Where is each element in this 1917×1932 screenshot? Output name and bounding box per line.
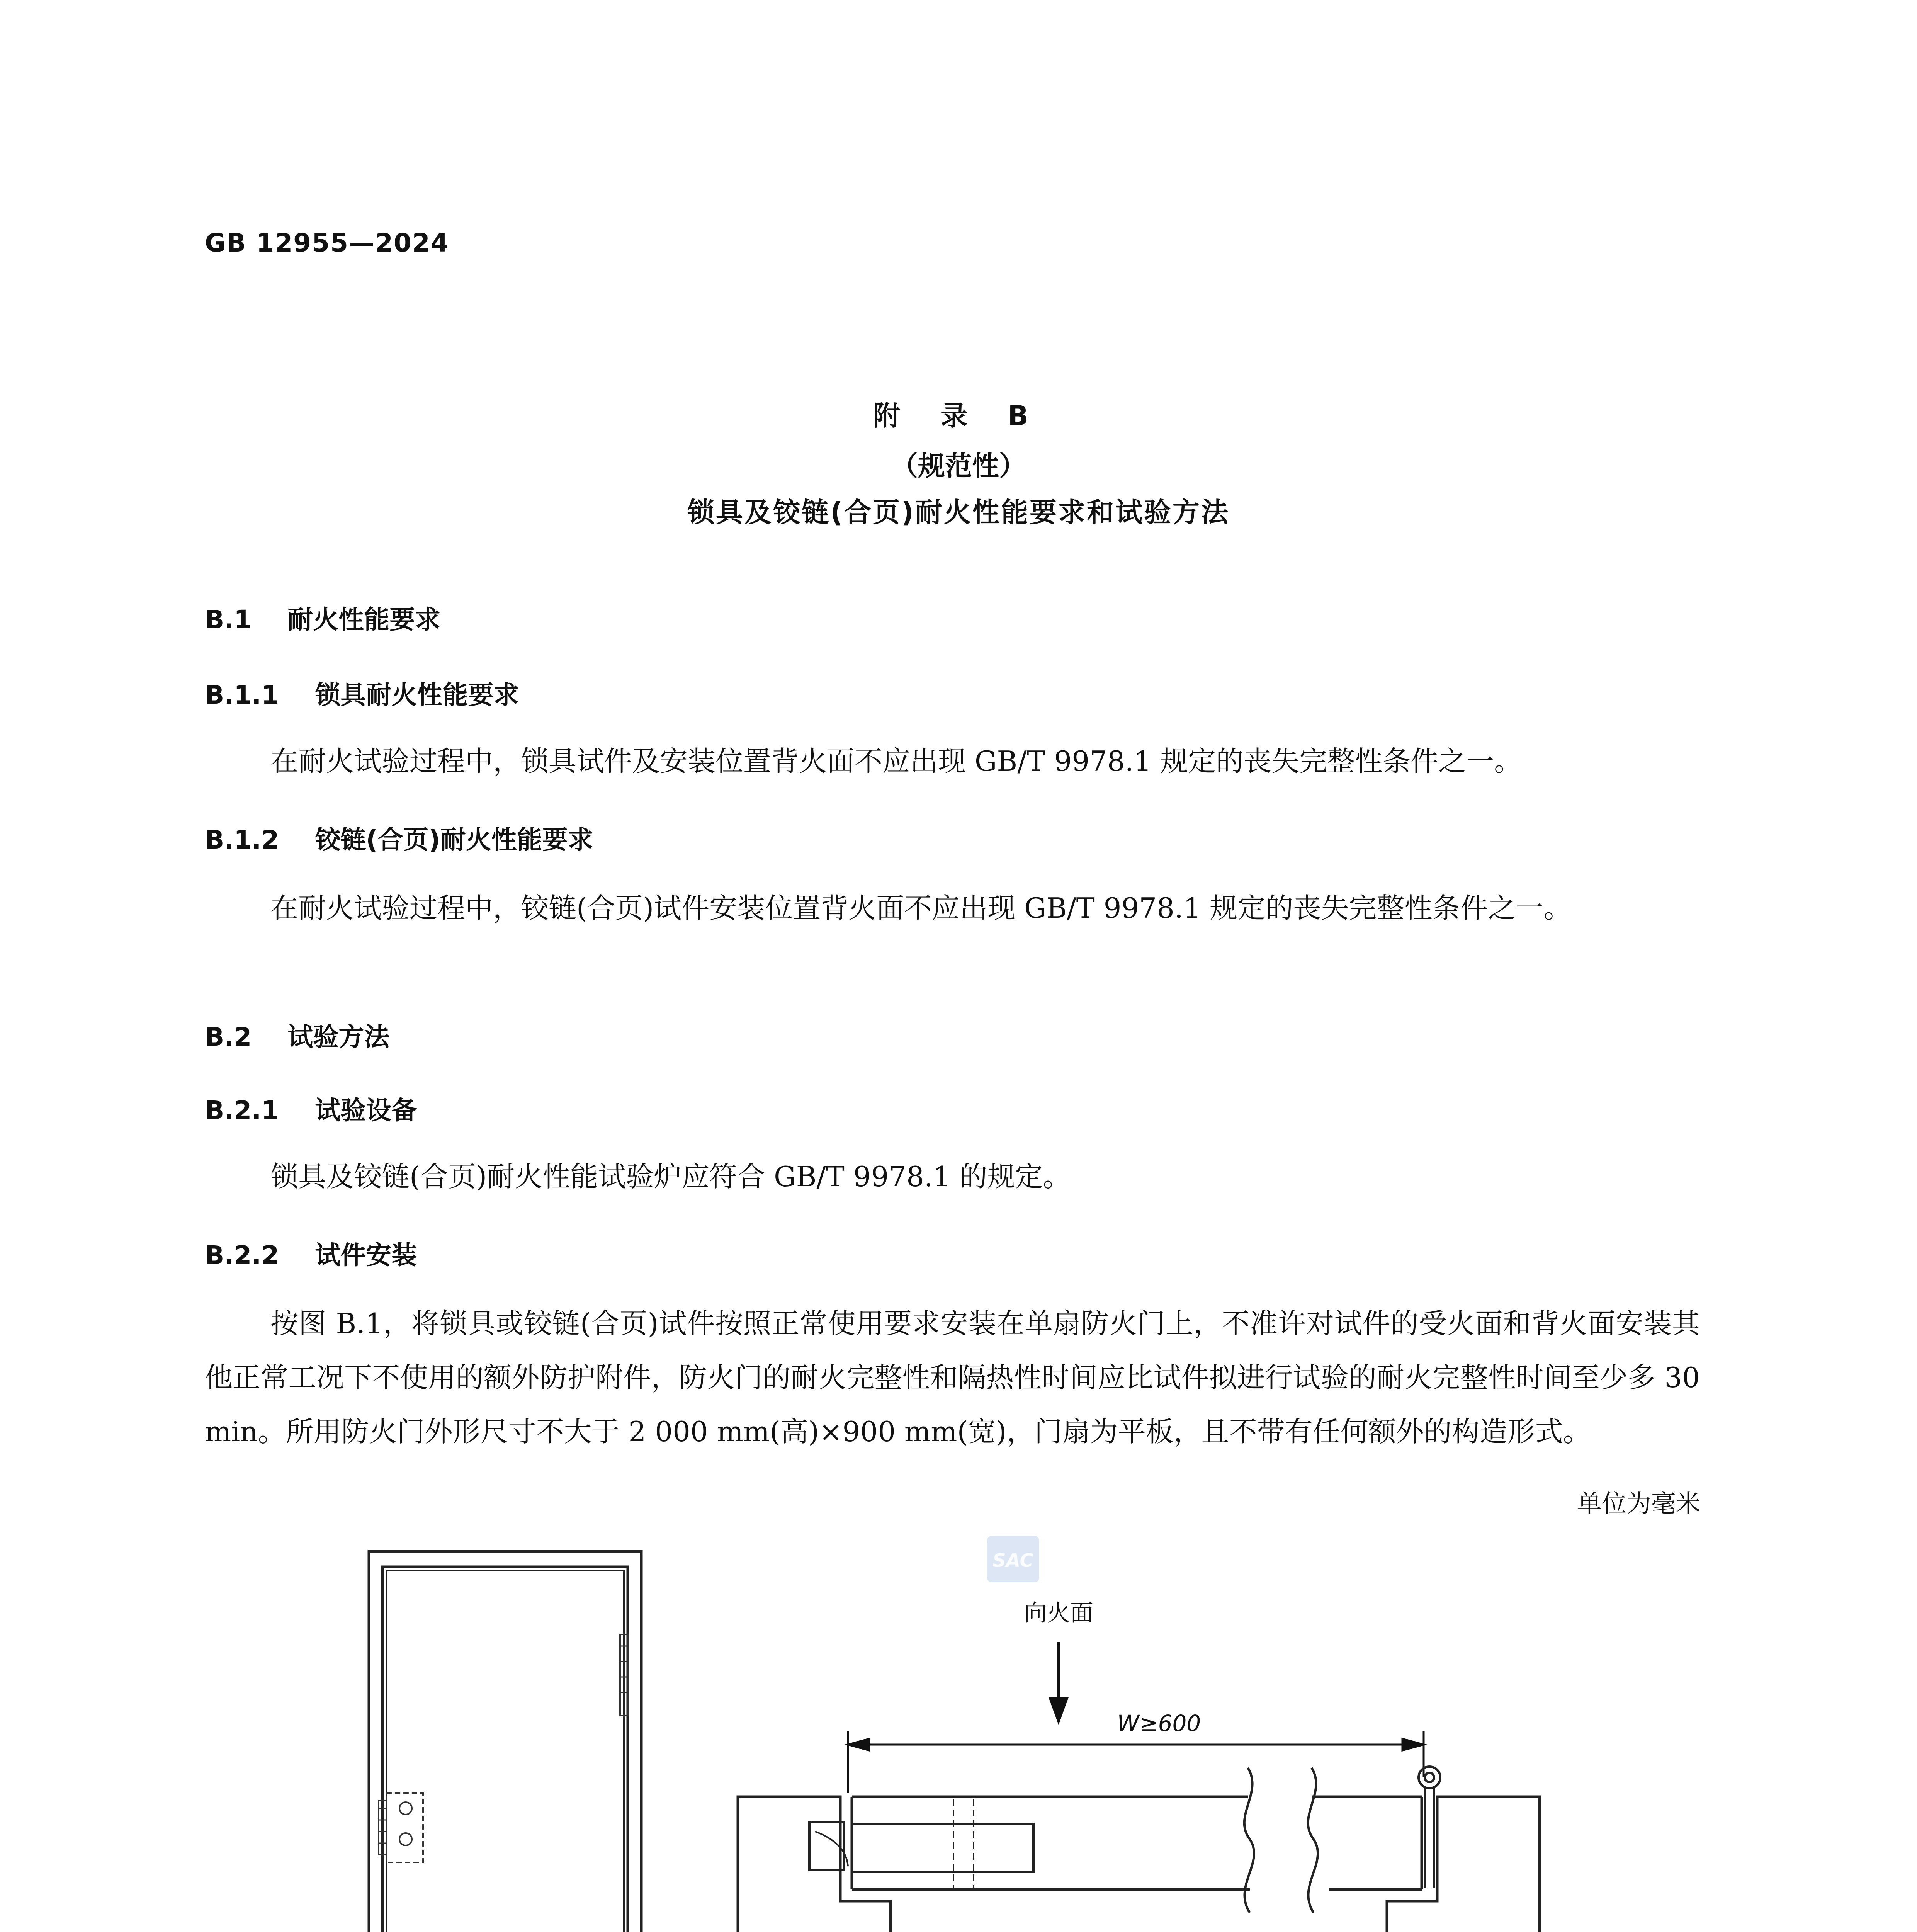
appendix-title: 附 录 B bbox=[873, 400, 1044, 432]
section-number: B.2.2 bbox=[205, 1240, 279, 1270]
fire-direction-arrow bbox=[1050, 1642, 1067, 1721]
appendix-name: 锁具及铰链(合页)耐火性能要求和试验方法 bbox=[687, 497, 1230, 528]
section-title: 铰链(合页)耐火性能要求 bbox=[315, 825, 593, 855]
door-leaf-inner bbox=[386, 1571, 624, 1932]
section-heading-b2 bbox=[205, 1016, 389, 1053]
document-id: GB 12955—2024 bbox=[205, 228, 449, 258]
section-number: B.1.2 bbox=[205, 825, 279, 855]
left-wall bbox=[738, 1797, 891, 1932]
paragraph-b1-1: 在耐火试验过程中，锁具试件及安装位置背火面不应出现 GB/T 9978.1 规定的丧失完整性条件之一。 bbox=[270, 745, 1522, 777]
lock-mark bbox=[379, 1793, 423, 1862]
section-number: B.2 bbox=[205, 1022, 252, 1052]
door-elevation bbox=[369, 1551, 641, 1932]
right-wall bbox=[1387, 1797, 1540, 1932]
fire-side-label: 向火面 bbox=[1024, 1600, 1093, 1627]
paragraph-b2-2: 按图 B.1，将锁具或铰链(合页)试件按照正常使用要求安装在单扇防火门上，不准许对试件的受火面和背火面安装其他正常工况下不使用的额外防护附件，防火门的耐火完整性和隔热性时间应比试件拟进行试验的耐火完整性时间至少多 30 min。所用防火门外形尺寸不大于 2 000 mm(高)×900 mm(宽)，门扇为平板，且不带有任何额外的构造形式。 bbox=[205, 1307, 1700, 1448]
section-number: B.1.1 bbox=[205, 680, 279, 710]
section-heading-b2-2 bbox=[205, 1235, 417, 1271]
door-frame-outer bbox=[369, 1551, 641, 1932]
width-dimension-label: W≥600 bbox=[1117, 1710, 1201, 1736]
figure-b1-drawing bbox=[0, 1507, 1917, 1932]
paragraph-b1-2: 在耐火试验过程中，铰链(合页)试件安装位置背火面不应出现 GB/T 9978.1 规定的丧失完整性条件之一。 bbox=[270, 892, 1572, 924]
lock-plan bbox=[809, 1799, 1033, 1888]
lock-cylinder bbox=[399, 1802, 412, 1815]
lock-handle bbox=[399, 1833, 412, 1845]
section-number: B.2.1 bbox=[205, 1095, 279, 1125]
lock-body-plan bbox=[852, 1824, 1033, 1872]
paragraph-b2-1: 锁具及铰链(合页)耐火性能试验炉应符合 GB/T 9978.1 的规定。 bbox=[270, 1160, 1071, 1193]
door-plan-section bbox=[738, 1797, 1540, 1932]
section-heading-b1-2 bbox=[205, 819, 593, 856]
section-heading-b1 bbox=[205, 599, 440, 636]
section-number: B.1 bbox=[205, 605, 252, 634]
door-leaf bbox=[382, 1567, 628, 1932]
break-lines bbox=[1244, 1768, 1318, 1913]
lock-body bbox=[386, 1793, 423, 1862]
section-heading-b1-1 bbox=[205, 674, 519, 711]
unit-note: 单位为毫米 bbox=[1577, 1490, 1701, 1518]
sac-watermark-text: SAC bbox=[992, 1550, 1033, 1571]
section-title: 锁具耐火性能要求 bbox=[315, 680, 519, 710]
section-title: 试验方法 bbox=[287, 1022, 390, 1052]
section-heading-b2-1 bbox=[205, 1090, 417, 1126]
section-title: 试验设备 bbox=[315, 1095, 417, 1125]
section-title: 耐火性能要求 bbox=[287, 605, 441, 634]
width-dimension-line bbox=[848, 1731, 1424, 1793]
section-title: 试件安装 bbox=[315, 1240, 417, 1270]
appendix-normativity: （规范性） bbox=[891, 450, 1026, 482]
